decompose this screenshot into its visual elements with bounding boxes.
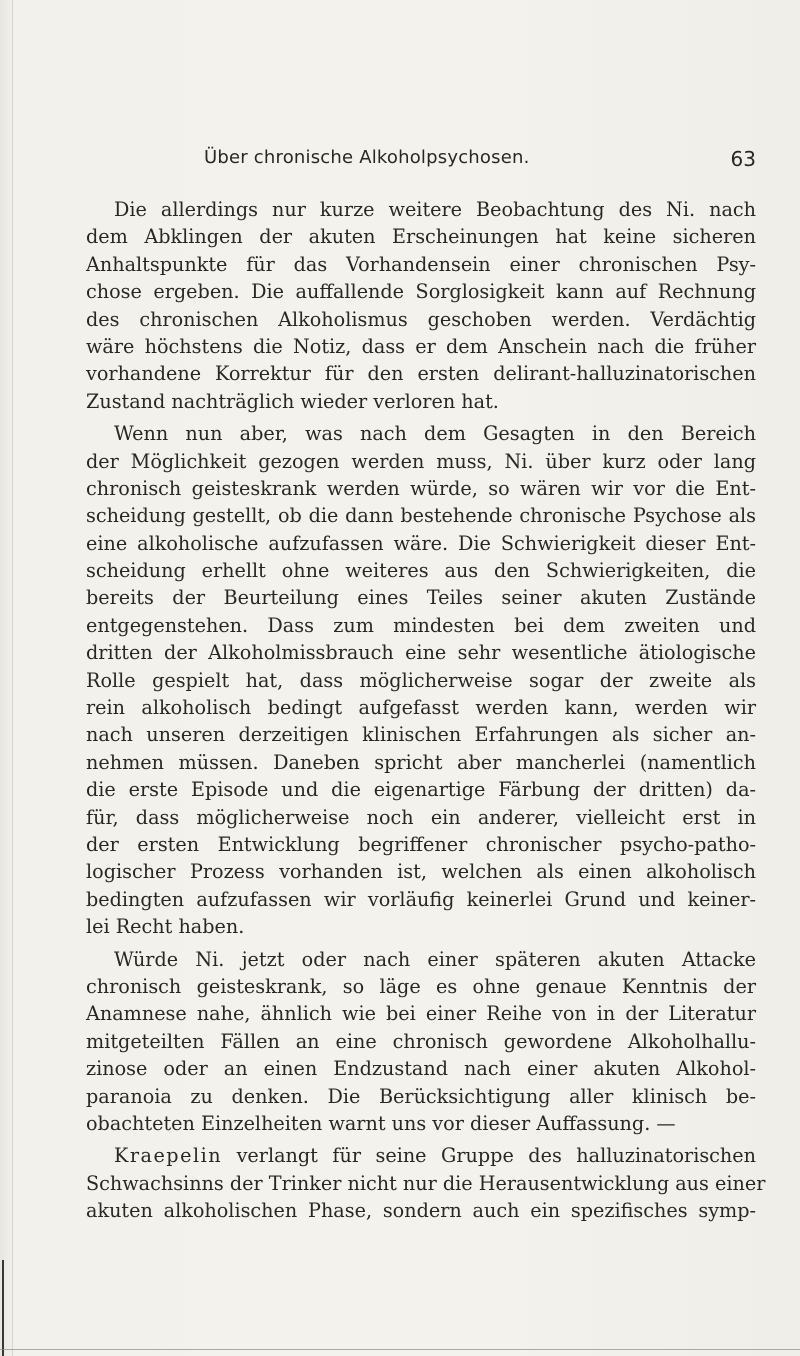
- running-title: Über chronische Alkoholpsychosen.: [204, 147, 530, 168]
- text-line: der ersten Entwicklung begriffener chronischer psycho-patho-: [86, 832, 756, 856]
- paragraph-3: [86, 946, 756, 1138]
- text-line: vorhandene Korrektur für den ersten delirant-halluzinatorischen: [86, 362, 756, 386]
- text-line: entgegenstehen. Dass zum mindesten bei dem zweiten und: [86, 613, 756, 637]
- text-line: nehmen müssen. Daneben spricht aber mancherlei (namentlich: [86, 750, 756, 774]
- text-line: bereits der Beurteilung eines Teiles seiner akuten Zustände: [86, 586, 756, 610]
- paragraph-2: [86, 420, 756, 940]
- text-line: obachteten Einzelheiten warnt uns vor dieser Auffassung. —: [86, 1111, 676, 1135]
- text-line: für, dass möglicherweise noch ein anderer, vielleicht erst in: [86, 805, 756, 829]
- text-line: Anamnese nahe, ähnlich wie bei einer Reihe von in der Literatur: [86, 1002, 756, 1026]
- text-line: dem Abklingen der akuten Erscheinungen hat keine sicheren: [86, 225, 756, 249]
- text-line: bedingten aufzufassen wir vorläufig keinerlei Grund und keiner-: [86, 887, 756, 911]
- text-line: chronisch geisteskrank, so läge es ohne genaue Kenntnis der: [86, 974, 756, 998]
- text-line: mitgeteilten Fällen an eine chronisch gewordene Alkoholhallu-: [86, 1029, 756, 1053]
- text-line: der Möglichkeit gezogen werden muss, Ni. über kurz oder lang: [86, 449, 756, 473]
- text-line: wäre höchstens die Notiz, dass er dem Anschein nach die früher: [86, 334, 756, 358]
- running-header: [204, 147, 756, 175]
- text-line: scheidung erhellt ohne weiteres aus den Schwierigkeiten, die: [86, 559, 756, 583]
- text-line: eine alkoholische aufzufassen wäre. Die Schwierigkeit dieser Ent-: [86, 531, 756, 555]
- text-line-rest: verlangt für seine Gruppe des halluzinatorischen: [222, 1144, 756, 1168]
- text-line: dritten der Alkoholmissbrauch eine sehr wesentliche ätiologische: [86, 641, 756, 665]
- paragraph-1: [86, 196, 756, 415]
- text-line: Die allerdings nur kurze weitere Beobachtung des Ni. nach: [114, 198, 756, 221]
- page-edge-shadow: [12, 0, 13, 1356]
- text-line: scheidung gestellt, ob die dann bestehende chronische Psychose als: [86, 504, 756, 528]
- text-line: Rolle gespielt hat, dass möglicherweise sogar der zweite als: [86, 668, 756, 692]
- text-line: rein alkoholisch bedingt aufgefasst werden kann, werden wir: [86, 696, 756, 720]
- page-bottom-edge: [0, 1349, 800, 1350]
- text-line: akuten alkoholischen Phase, sondern auch ein spezifisches symp-: [86, 1199, 756, 1223]
- text-line: lei Recht haben.: [86, 915, 245, 939]
- text-line: Schwachsinns der Trinker nicht nur die Herausentwicklung aus einer: [86, 1171, 766, 1195]
- text-line: Würde Ni. jetzt oder nach einer späteren akuten Attacke: [114, 947, 756, 971]
- text-line: chronisch geisteskrank werden würde, so wären wir vor die Ent-: [86, 476, 756, 500]
- text-line: chose ergeben. Die auffallende Sorglosigkeit kann auf Rechnung: [86, 280, 756, 304]
- text-line: nach unseren derzeitigen klinischen Erfahrungen als sicher an-: [86, 723, 756, 747]
- text-line: Wenn nun aber, was nach dem Gesagten in den Bereich: [114, 422, 756, 446]
- text-line: paranoia zu denken. Die Berücksichtigung aller klinisch be-: [86, 1084, 756, 1108]
- paragraph-4: [86, 1142, 766, 1224]
- text-line: Anhaltspunkte für das Vorhandensein einer chronischen Psy-: [86, 252, 756, 276]
- body-text: [86, 196, 766, 1224]
- text-line: des chronischen Alkoholismus geschoben werden. Verdächtig: [86, 307, 756, 331]
- text-line: logischer Prozess vorhanden ist, welchen als einen alkoholisch: [86, 860, 756, 884]
- text-line: Zustand nachträglich wieder verloren hat.: [86, 389, 499, 413]
- page-edge-dark-mark: [2, 1260, 4, 1356]
- author-name-spaced: Kraepelin: [114, 1144, 223, 1168]
- text-line: zinose oder an einen Endzustand nach einer akuten Alkohol-: [86, 1057, 756, 1081]
- text-line: die erste Episode und die eigenartige Färbung der dritten) da-: [86, 778, 756, 802]
- text-line: [86, 1142, 756, 1169]
- page-number: 63: [730, 147, 756, 171]
